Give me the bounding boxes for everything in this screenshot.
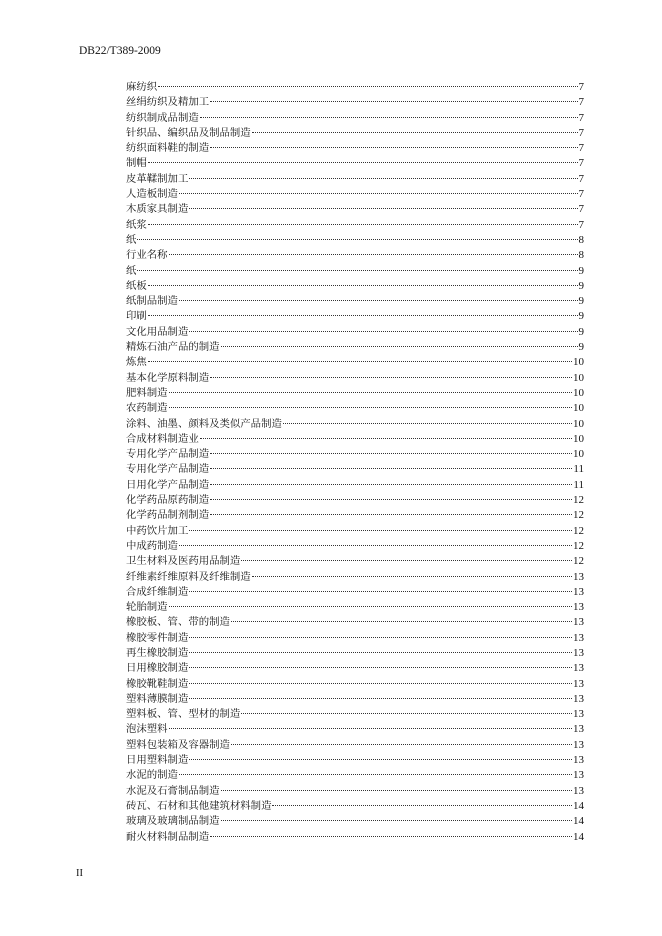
toc-entry-title: 纤维素纤维原料及纤维制造 [126, 570, 251, 583]
toc-entry-page-number: 10 [573, 386, 584, 399]
table-of-contents [126, 80, 584, 845]
toc-dot-leader [189, 759, 572, 760]
toc-entry-title: 卫生材料及医药用品制造 [126, 555, 241, 568]
toc-entry-page-number: 12 [573, 555, 584, 568]
toc-entry[interactable] [126, 585, 584, 600]
toc-dot-leader [169, 254, 578, 255]
toc-entry-page-number: 13 [573, 662, 584, 675]
toc-entry-title: 专用化学产品制造 [126, 448, 210, 461]
toc-entry[interactable] [126, 539, 584, 554]
toc-entry-page-number: 13 [573, 616, 584, 629]
toc-dot-leader [231, 621, 572, 622]
toc-entry-title: 纸 [126, 264, 137, 277]
toc-dot-leader [283, 423, 572, 424]
toc-entry-title: 橡胶板、管、带的制造 [126, 616, 230, 629]
toc-dot-leader [200, 117, 578, 118]
toc-entry[interactable] [126, 784, 584, 799]
toc-entry-title: 丝绢纺织及精加工 [126, 96, 210, 109]
toc-dot-leader [210, 468, 572, 469]
toc-entry-page-number: 10 [573, 371, 584, 384]
toc-entry[interactable] [126, 218, 584, 233]
toc-entry[interactable] [126, 462, 584, 477]
toc-entry[interactable] [126, 80, 584, 95]
toc-entry[interactable] [126, 172, 584, 187]
toc-entry[interactable] [126, 111, 584, 126]
toc-dot-leader [252, 576, 572, 577]
toc-dot-leader [148, 315, 578, 316]
toc-entry[interactable] [126, 677, 584, 692]
toc-dot-leader [179, 545, 572, 546]
toc-entry-page-number: 7 [578, 111, 584, 124]
toc-entry-title: 轮胎制造 [126, 601, 168, 614]
toc-entry[interactable] [126, 493, 584, 508]
toc-dot-leader [137, 270, 577, 271]
toc-entry-page-number: 7 [578, 188, 584, 201]
toc-entry[interactable] [126, 202, 584, 217]
toc-entry[interactable] [126, 631, 584, 646]
toc-entry-title: 日用橡胶制造 [126, 662, 189, 675]
toc-entry-page-number: 11 [573, 463, 584, 476]
toc-dot-leader [189, 530, 572, 531]
toc-entry-title: 专用化学产品制造 [126, 463, 210, 476]
toc-entry-page-number: 9 [578, 264, 584, 277]
toc-entry-page-number: 7 [578, 126, 584, 139]
toc-entry-page-number: 12 [573, 509, 584, 522]
toc-entry-page-number: 9 [578, 341, 584, 354]
toc-dot-leader [210, 514, 572, 515]
toc-entry-page-number: 7 [578, 203, 584, 216]
toc-entry-page-number: 13 [573, 769, 584, 782]
toc-dot-leader [241, 713, 572, 714]
toc-entry[interactable] [126, 187, 584, 202]
toc-dot-leader [179, 774, 572, 775]
toc-entry-page-number: 13 [573, 585, 584, 598]
toc-entry-page-number: 14 [573, 799, 584, 812]
toc-entry-title: 精炼石油产品的制造 [126, 341, 220, 354]
toc-entry-page-number: 12 [573, 494, 584, 507]
toc-entry-page-number: 7 [578, 218, 584, 231]
toc-entry-page-number: 10 [573, 448, 584, 461]
toc-entry[interactable] [126, 141, 584, 156]
toc-entry-title: 麻纺织 [126, 81, 158, 93]
toc-dot-leader [210, 147, 577, 148]
toc-entry[interactable] [126, 570, 584, 585]
toc-entry[interactable] [126, 707, 584, 722]
toc-dot-leader [252, 132, 578, 133]
toc-entry-title: 中成药制造 [126, 539, 178, 552]
toc-entry[interactable] [126, 325, 584, 340]
toc-entry-title: 橡胶零件制造 [126, 631, 189, 644]
toc-dot-leader [189, 652, 572, 653]
toc-dot-leader [210, 453, 572, 454]
toc-entry[interactable] [126, 738, 584, 753]
toc-entry-page-number: 13 [573, 601, 584, 614]
toc-dot-leader [148, 361, 572, 362]
toc-entry[interactable] [126, 646, 584, 661]
toc-entry[interactable] [126, 432, 584, 447]
toc-entry-page-number: 13 [573, 723, 584, 736]
toc-entry-title: 木质家具制造 [126, 203, 189, 216]
toc-entry[interactable] [126, 401, 584, 416]
toc-dot-leader [158, 86, 577, 87]
toc-dot-leader [231, 744, 572, 745]
toc-entry-page-number: 8 [578, 233, 584, 246]
toc-dot-leader [189, 178, 577, 179]
toc-entry[interactable] [126, 417, 584, 432]
toc-entry[interactable] [126, 768, 584, 783]
toc-entry-title: 塑料板、管、型材的制造 [126, 708, 241, 721]
toc-entry[interactable] [126, 248, 584, 263]
toc-entry[interactable] [126, 753, 584, 768]
toc-entry-page-number: 13 [573, 570, 584, 583]
toc-entry[interactable] [126, 615, 584, 630]
toc-dot-leader [210, 377, 572, 378]
toc-entry-page-number: 13 [573, 646, 584, 659]
toc-entry-title: 肥料制造 [126, 386, 168, 399]
toc-entry-title: 农药制造 [126, 402, 168, 415]
toc-entry-page-number: 9 [578, 325, 584, 338]
toc-entry-title: 塑料包装箱及容器制造 [126, 738, 230, 751]
toc-entry-title: 行业名称 [126, 249, 168, 262]
toc-entry[interactable] [126, 233, 584, 248]
toc-entry-page-number: 12 [573, 524, 584, 537]
toc-entry[interactable] [126, 371, 584, 386]
toc-entry[interactable] [126, 814, 584, 829]
toc-entry-page-number: 7 [578, 81, 584, 93]
toc-dot-leader [179, 193, 578, 194]
toc-entry[interactable] [126, 294, 584, 309]
toc-entry-page-number: 13 [573, 754, 584, 767]
toc-dot-leader [189, 698, 572, 699]
toc-entry-page-number: 7 [578, 96, 584, 109]
toc-entry-page-number: 9 [578, 310, 584, 323]
toc-entry-title: 纸浆 [126, 218, 147, 231]
toc-entry[interactable] [126, 126, 584, 141]
toc-dot-leader [169, 606, 572, 607]
toc-dot-leader [221, 820, 572, 821]
toc-entry-title: 化学药品原药制造 [126, 494, 210, 507]
toc-dot-leader [200, 438, 572, 439]
toc-entry-page-number: 10 [573, 402, 584, 415]
toc-entry-page-number: 11 [573, 478, 584, 491]
toc-dot-leader [169, 407, 572, 408]
toc-dot-leader [189, 667, 572, 668]
toc-entry-title: 制帽 [126, 157, 147, 170]
toc-entry[interactable] [126, 340, 584, 355]
toc-entry-page-number: 7 [578, 172, 584, 185]
toc-dot-leader [210, 499, 572, 500]
toc-entry-title: 塑料薄膜制造 [126, 692, 189, 705]
toc-dot-leader [169, 392, 572, 393]
toc-entry[interactable] [126, 799, 584, 814]
toc-entry-title: 皮革鞣制加工 [126, 172, 189, 185]
toc-entry-title: 再生橡胶制造 [126, 646, 189, 659]
toc-entry[interactable] [126, 156, 584, 171]
toc-dot-leader [189, 637, 572, 638]
toc-entry-page-number: 14 [573, 815, 584, 828]
toc-entry[interactable] [126, 447, 584, 462]
toc-entry-page-number: 10 [573, 432, 584, 445]
toc-entry[interactable] [126, 692, 584, 707]
toc-entry[interactable] [126, 554, 584, 569]
toc-entry-page-number: 13 [573, 631, 584, 644]
toc-entry[interactable] [126, 386, 584, 401]
toc-dot-leader [221, 790, 572, 791]
toc-dot-leader [148, 224, 578, 225]
page-number: II [76, 868, 83, 879]
toc-dot-leader [210, 101, 577, 102]
toc-dot-leader [189, 208, 577, 209]
toc-entry-page-number: 7 [578, 142, 584, 155]
toc-entry-page-number: 14 [573, 830, 584, 843]
toc-entry-title: 纸 [126, 233, 137, 246]
toc-entry-title: 日用塑料制造 [126, 754, 189, 767]
toc-entry-title: 化学药品制剂制造 [126, 509, 210, 522]
toc-entry-title: 橡胶靴鞋制造 [126, 677, 189, 690]
toc-dot-leader [210, 836, 572, 837]
toc-entry-page-number: 10 [573, 417, 584, 430]
toc-entry[interactable] [126, 830, 584, 845]
toc-entry-title: 合成材料制造业 [126, 432, 199, 445]
toc-entry-page-number: 9 [578, 295, 584, 308]
toc-dot-leader [148, 285, 578, 286]
toc-entry-title: 印刷 [126, 310, 147, 323]
toc-entry-title: 纺织面料鞋的制造 [126, 142, 210, 155]
toc-entry-title: 文化用品制造 [126, 325, 189, 338]
toc-entry-page-number: 13 [573, 708, 584, 721]
toc-entry-page-number: 10 [573, 356, 584, 369]
toc-entry-page-number: 8 [578, 249, 584, 262]
toc-entry[interactable] [126, 279, 584, 294]
toc-entry-title: 涂料、油墨、颜料及类似产品制造 [126, 417, 282, 430]
toc-entry[interactable] [126, 95, 584, 110]
toc-dot-leader [221, 346, 578, 347]
document-code-header: DB22/T389-2009 [79, 45, 161, 57]
toc-entry[interactable] [126, 355, 584, 370]
toc-entry[interactable] [126, 264, 584, 279]
toc-entry-title: 日用化学产品制造 [126, 478, 210, 491]
toc-entry-title: 中药饮片加工 [126, 524, 189, 537]
toc-dot-leader [169, 728, 572, 729]
toc-entry-title: 人造板制造 [126, 188, 178, 201]
toc-entry-title: 基本化学原料制造 [126, 371, 210, 384]
toc-entry[interactable] [126, 478, 584, 493]
toc-entry-title: 纺织制成品制造 [126, 111, 199, 124]
toc-entry-title: 玻璃及玻璃制品制造 [126, 815, 220, 828]
toc-entry[interactable] [126, 524, 584, 539]
toc-entry[interactable] [126, 309, 584, 324]
toc-entry-page-number: 13 [573, 738, 584, 751]
toc-entry-title: 水泥及石膏制品制造 [126, 784, 220, 797]
toc-entry[interactable] [126, 661, 584, 676]
toc-dot-leader [148, 162, 578, 163]
toc-entry-title: 合成纤维制造 [126, 585, 189, 598]
toc-entry-title: 水泥的制造 [126, 769, 178, 782]
toc-entry[interactable] [126, 508, 584, 523]
toc-entry-page-number: 13 [573, 784, 584, 797]
toc-entry-title: 砖瓦、石材和其他建筑材料制造 [126, 799, 272, 812]
toc-entry-page-number: 12 [573, 539, 584, 552]
toc-entry-title: 纸制品制造 [126, 295, 178, 308]
toc-entry-title: 针织品、编织品及制品制造 [126, 126, 251, 139]
toc-entry-title: 耐火材料制品制造 [126, 830, 210, 843]
toc-entry[interactable] [126, 600, 584, 615]
toc-entry-title: 炼焦 [126, 356, 147, 369]
toc-entry-title: 纸板 [126, 279, 147, 292]
toc-entry-page-number: 7 [578, 157, 584, 170]
toc-dot-leader [189, 331, 577, 332]
toc-dot-leader [179, 300, 578, 301]
toc-entry[interactable] [126, 722, 584, 737]
toc-dot-leader [241, 560, 572, 561]
toc-dot-leader [189, 591, 572, 592]
toc-entry-page-number: 13 [573, 692, 584, 705]
toc-entry-title: 泡沫塑料 [126, 723, 168, 736]
toc-dot-leader [189, 683, 572, 684]
toc-dot-leader [272, 805, 572, 806]
toc-entry-page-number: 13 [573, 677, 584, 690]
toc-dot-leader [210, 484, 572, 485]
toc-dot-leader [137, 239, 577, 240]
toc-entry-page-number: 9 [578, 279, 584, 292]
